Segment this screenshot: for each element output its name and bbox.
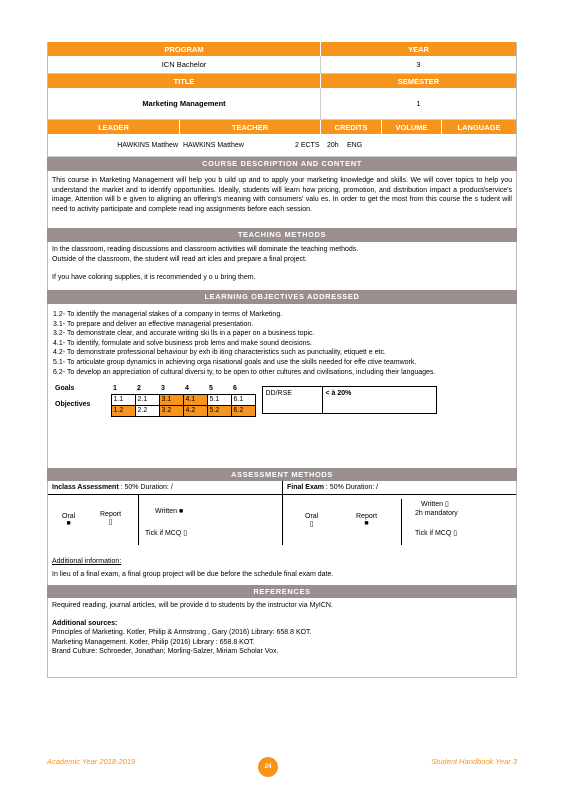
references-header: REFERENCES xyxy=(47,585,517,598)
course-title: Marketing Management xyxy=(48,88,321,119)
title-header: TITLE xyxy=(48,74,321,88)
objective-cell-highlighted: 5.2 xyxy=(207,405,231,416)
final-mcq xyxy=(415,529,457,537)
final-oral xyxy=(305,513,318,528)
objective-item xyxy=(53,358,512,368)
objective-cell-highlighted: 6.2 xyxy=(231,405,255,416)
objective-text: To identify, formulate and solve business prob lems and make sound decisions. xyxy=(67,339,313,347)
footer-academic-year: Academic Year 2018-2019 xyxy=(47,757,136,766)
inclass-detail: : 50% Duration: / xyxy=(120,484,173,491)
inclass-divider xyxy=(138,495,139,545)
course-description-header: COURSE DESCRIPTION AND CONTENT xyxy=(47,157,517,171)
objective-number: 4.2- xyxy=(53,349,66,357)
program-value-row xyxy=(47,56,517,74)
objective-number: 4.1- xyxy=(53,339,66,347)
teaching-methods-body xyxy=(47,242,517,290)
reference-line: Principles of Marketing. Kotler, Philip & Armstrong , Gary (2016) Library: 658.8 KOT. xyxy=(52,629,312,637)
references-body xyxy=(47,598,517,678)
course-sheet xyxy=(47,42,517,678)
unchecked-box-icon[interactable]: ▯ xyxy=(309,521,314,528)
teaching-line-1: In the classroom, reading discussions and classroom activities will dominate the teaching methods. xyxy=(52,246,359,253)
unchecked-box-icon[interactable]: ▯ xyxy=(183,530,188,537)
course-description-text: This course in Marketing Management will help you b uild up and to apply your marketing knowledge and skills. We will cover topics to help you understand the market and to identify opportunities. Ideally, students will learn how pricing, promotion, and distribution impact a product/service's image. Attention will b e given to aligning an offering's meaning with consumers' valu es. In order to get the most from this course the s tudent will need to activity participate and complete read ing assignments before each session. xyxy=(47,171,517,228)
goal-number: 6 xyxy=(233,384,237,392)
inclass-assessment xyxy=(48,481,283,545)
objective-text: To identify the managerial stakes of a company in terms of Marketing. xyxy=(67,311,283,318)
objectives-row-1 xyxy=(53,394,255,405)
reference-line: Marketing Management. Kotler, Philip (2016) Library : 658.8 KOT. xyxy=(52,638,255,646)
volume-header: VOLUME xyxy=(382,120,442,134)
inclass-report-label: Report xyxy=(100,511,122,518)
final-mandatory: 2h mandatory xyxy=(415,510,458,517)
objective-cell-highlighted: 3.1 xyxy=(159,394,183,405)
semester-value: 1 xyxy=(416,99,421,108)
unchecked-box-icon[interactable]: ▯ xyxy=(108,519,113,526)
objective-text: To prepare and deliver an effective managerial presentation. xyxy=(67,320,254,328)
goal-number: 4 xyxy=(185,384,189,392)
objective-number: 3.2- xyxy=(53,330,66,338)
objective-text: To demonstrate professional behaviour by exh ib iting characteristics such as punctuality, etiquett e etc. xyxy=(67,349,386,357)
reference-line: Brand Culture: Schroeder, Jonathan; Morling-Salzer, Miriam Scholar Vox. xyxy=(52,648,279,656)
year-value: 3 xyxy=(416,60,421,69)
leader-value: HAWKINS Matthew xyxy=(117,141,178,149)
goals-label: Goals xyxy=(55,384,75,392)
leader-header: LEADER xyxy=(48,120,180,134)
objective-cell: 6.1 xyxy=(231,394,255,405)
checked-box-icon[interactable]: ■ xyxy=(179,508,184,515)
objective-cell: 1.1 xyxy=(111,394,135,405)
inclass-oral xyxy=(62,513,75,527)
program-value: ICN Bachelor xyxy=(48,56,321,73)
goal-number: 1 xyxy=(113,384,117,392)
final-label: Final Exam xyxy=(287,484,324,491)
teaching-line-3: If you have coloring supplies, it is recommended y o u bring them. xyxy=(52,274,256,282)
credits-header: CREDITS xyxy=(321,120,382,134)
semester-header: SEMESTER xyxy=(397,76,440,86)
objectives-label: Objectives xyxy=(55,401,91,409)
goal-number: 3 xyxy=(161,384,165,392)
teacher-header: TEACHER xyxy=(180,120,321,134)
goal-number: 2 xyxy=(137,384,141,392)
final-written xyxy=(421,500,449,508)
unchecked-box-icon[interactable]: ▯ xyxy=(453,530,458,537)
final-written-label: Written xyxy=(421,501,444,508)
objective-number: 1.2- xyxy=(53,311,66,318)
objective-item xyxy=(53,329,512,339)
learning-objectives-header: LEARNING OBJECTIVES ADDRESSED xyxy=(47,290,517,304)
title-value-row xyxy=(47,88,517,120)
objective-cell: 2.2 xyxy=(135,405,159,416)
objective-text: To articulate group dynamics in achieving orga nisational goals and use the skills needed for effe ctive teamwork. xyxy=(67,358,417,366)
objective-cell-highlighted: 3.2 xyxy=(159,405,183,416)
unchecked-box-icon[interactable]: ▯ xyxy=(445,501,449,508)
volume-value: 20h xyxy=(327,141,339,149)
objective-text: To develop an appreciation of cultural diversi ty, to be open to other cultures and civilisations, including their languages. xyxy=(67,368,436,376)
objective-text: To demonstrate clear, and accurate writing ski lls in a paper on a business topic. xyxy=(67,330,315,338)
final-exam xyxy=(283,481,516,545)
objective-item xyxy=(53,310,512,320)
final-divider xyxy=(401,499,402,545)
final-report-label: Report xyxy=(356,513,378,520)
objective-cell: 2.1 xyxy=(135,394,159,405)
year-header: YEAR xyxy=(408,44,429,54)
additional-label: Additional information: xyxy=(52,558,122,565)
final-mcq-label: Tick if MCQ xyxy=(415,530,452,537)
ddrse-label: DD/RSE xyxy=(263,387,323,413)
additional-sources-label: Additional sources: xyxy=(52,619,118,627)
final-oral-label: Oral xyxy=(305,513,319,520)
page-number: 24 xyxy=(258,757,278,777)
checked-box-icon[interactable]: ■ xyxy=(364,520,369,527)
additional-information xyxy=(47,545,517,585)
goals-row xyxy=(53,383,255,394)
goals-area xyxy=(53,383,512,417)
staff-header-row xyxy=(47,120,517,134)
goal-number: 5 xyxy=(209,384,213,392)
objective-cell: 5.1 xyxy=(207,394,231,405)
inclass-label: Inclass Assessment xyxy=(52,484,119,491)
goals-table xyxy=(53,383,256,417)
staff-value-row xyxy=(47,134,517,157)
required-reading: Required reading, journal articles, will be provide d to students by the instructor via MyICN. xyxy=(52,602,333,609)
footer-handbook: Student Handbook Year 3 xyxy=(431,757,517,766)
final-report xyxy=(356,513,377,527)
inclass-written-label: Written xyxy=(155,508,178,515)
objective-item xyxy=(53,339,512,349)
inclass-written xyxy=(155,508,183,515)
ddrse-box xyxy=(262,386,437,414)
objective-cell-highlighted: 4.2 xyxy=(183,405,207,416)
teaching-methods-header: TEACHING METHODS xyxy=(47,228,517,242)
objective-number: 5.1- xyxy=(53,358,66,366)
final-detail: : 50% Duration: / xyxy=(325,484,379,491)
objective-item xyxy=(53,320,512,330)
program-header: PROGRAM xyxy=(48,42,321,56)
objective-cell-highlighted: 4.1 xyxy=(183,394,207,405)
assessment-boxes xyxy=(47,481,517,545)
title-header-row xyxy=(47,74,517,88)
inclass-report xyxy=(100,511,121,526)
credits-value: 2 ECTS xyxy=(295,141,320,149)
additional-text: In lieu of a final exam, a final group project will be due before the schedule final exam date. xyxy=(52,570,334,578)
final-heading xyxy=(283,481,516,495)
program-header-row xyxy=(47,42,517,56)
inclass-heading xyxy=(48,481,282,495)
objective-number: 6.2- xyxy=(53,368,66,376)
language-value: ENG xyxy=(347,141,363,149)
checked-box-icon[interactable]: ■ xyxy=(66,520,71,527)
assessment-header: ASSESSMENT METHODS xyxy=(47,468,517,481)
inclass-mcq-label: Tick if MCQ xyxy=(145,530,182,537)
objective-number: 3.1- xyxy=(53,320,66,328)
ddrse-value: < à 20% xyxy=(325,390,352,398)
objective-item xyxy=(53,348,512,358)
objective-item xyxy=(53,368,512,378)
learning-objectives-body xyxy=(47,304,517,468)
teacher-value: HAWKINS Matthew xyxy=(183,141,244,149)
teaching-line-2: Outside of the classroom, the student will read art icles and prepare a final project. xyxy=(52,255,307,263)
objective-cell-highlighted: 1.2 xyxy=(111,405,135,416)
language-header: LANGUAGE xyxy=(457,122,501,132)
inclass-oral-label: Oral xyxy=(62,513,76,520)
inclass-mcq xyxy=(145,529,187,537)
